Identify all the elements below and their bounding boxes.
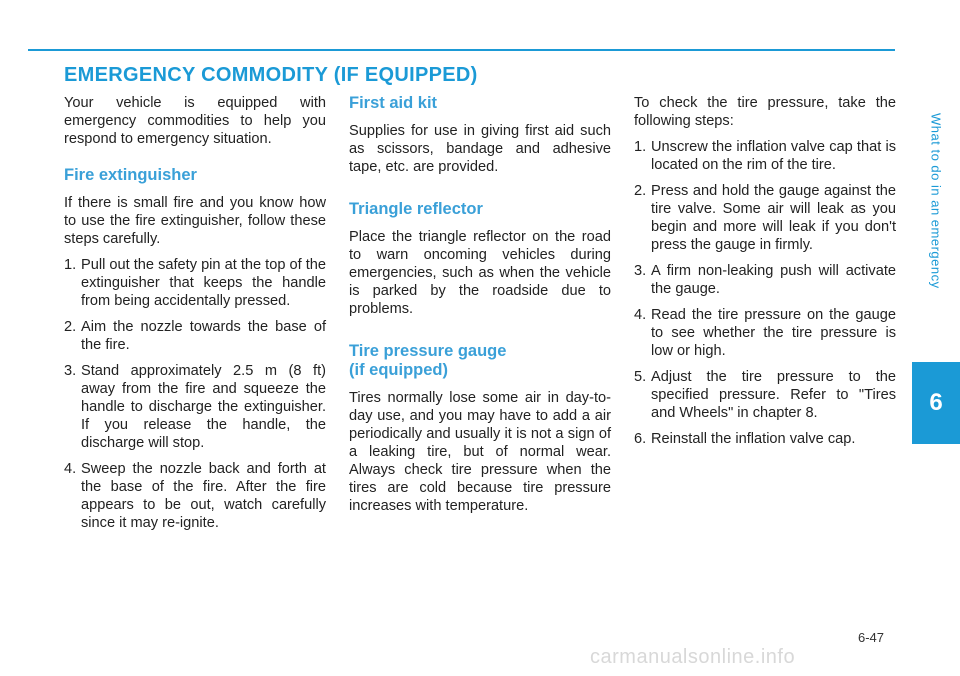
list-item [64,460,326,532]
step-text: Adjust the tire pressure to the specified pressure. Refer to "Tires and Wheels" in chapter 8. [651,369,896,421]
step-number: 1. [634,139,647,155]
list-item [634,262,896,298]
step-number: 2. [634,183,647,199]
column-tire-pressure-steps [634,94,896,456]
step-text: Stand approximately 2.5 m (8 ft) away from the fire and squeeze the handle to discharge the extinguisher. If you release the handle, the discharge will stop. [81,363,326,451]
section-heading-first-aid-kit: First aid kit [349,94,438,112]
column-fire-extinguisher [64,94,326,540]
step-number: 2. [64,319,77,335]
triangle-reflector-paragraph: Place the triangle reflector on the road to warn oncoming vehicles during emergencies, such as when the vehicle is parked by the roadside due to problems. [349,229,611,317]
list-item [634,306,896,360]
heading-line: Tire pressure gauge [349,342,507,360]
step-number: 4. [64,461,77,477]
chapter-side-label-text: What to do in an emergency [928,113,944,289]
fire-extinguisher-steps [64,256,326,532]
step-text: Unscrew the inflation valve cap that is located on the rim of the tire. [651,139,896,173]
chapter-number-tab[interactable]: 6 [912,362,960,444]
step-text: Sweep the nozzle back and forth at the base of the fire. After the fire appears to be out, watch carefully since it may re-ignite. [81,461,326,531]
list-item [64,318,326,354]
step-text: Aim the nozzle towards the base of the fire. [81,319,326,353]
section-heading-fire-extinguisher: Fire extinguisher [64,166,197,184]
step-text: Reinstall the inflation valve cap. [651,431,856,447]
column-first-aid-triangle-gauge [349,94,611,523]
step-text: Press and hold the gauge against the tire valve. Some air will leak as you begin and more will leak if you don't press the gauge in firmly. [651,183,896,253]
first-aid-paragraph: Supplies for use in giving first aid such as scissors, bandage and adhesive tape, etc. are provided. [349,123,611,175]
list-item [64,362,326,452]
tire-pressure-paragraph: Tires normally lose some air in day-to-day use, and you may have to add a air periodically and usually it is not a sign of a leaking tire, but of normal wear. Always check tire pressure when the tires are cold because tire pressure increases with temperature. [349,390,611,514]
page-number: 6-47 [858,630,885,645]
step-number: 1. [64,257,77,273]
section-heading-triangle-reflector: Triangle reflector [349,200,483,218]
chapter-side-label [912,40,960,362]
section-heading-tire-pressure-gauge [349,342,611,380]
list-item [634,138,896,174]
heading-line: (if equipped) [349,361,448,379]
step-number: 3. [634,263,647,279]
step-text: A firm non-leaking push will activate the gauge. [651,263,896,297]
tire-pressure-steps [634,138,896,448]
list-item [64,256,326,310]
step-number: 4. [634,307,647,323]
step-number: 5. [634,369,647,385]
step-number: 3. [64,363,77,379]
list-item [634,430,896,448]
step-text: Read the tire pressure on the gauge to see whether the tire pressure is low or high. [651,307,896,359]
intro-paragraph: Your vehicle is equipped with emergency commodities to help you respond to emergency situation. [64,95,326,147]
step-text: Pull out the safety pin at the top of the extinguisher that keeps the handle from being accidentally pressed. [81,257,327,309]
fire-extinguisher-paragraph: If there is small fire and you know how to use the fire extinguisher, follow these steps carefully. [64,195,326,247]
watermark: carmanualsonline.info [590,646,796,668]
list-item [634,368,896,422]
list-item [634,182,896,254]
step-number: 6. [634,431,647,447]
page-title: EMERGENCY COMMODITY (IF EQUIPPED) [64,64,478,86]
steps-intro-paragraph: To check the tire pressure, take the following steps: [634,95,896,129]
header-rule [28,49,895,51]
